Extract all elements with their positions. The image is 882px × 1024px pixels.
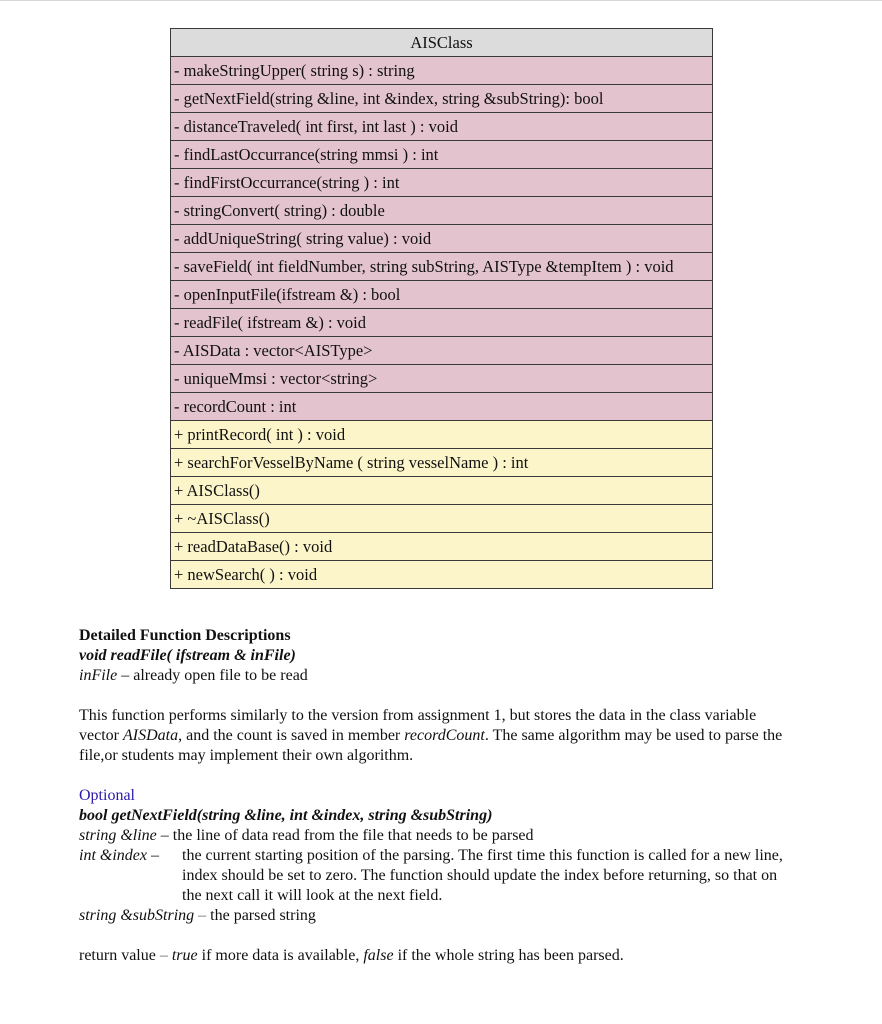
getnextfield-param-substring bbox=[79, 906, 799, 926]
return-dash: – bbox=[155, 947, 172, 964]
uml-private-member: - saveField( int fieldNumber, string subString, AISType &tempItem ) : void bbox=[171, 252, 712, 280]
readfile-desc-var-aisdata: AISData bbox=[122, 727, 179, 744]
getnextfield-param-index bbox=[79, 846, 799, 906]
uml-private-member: - addUniqueString( string value) : void bbox=[171, 224, 712, 252]
uml-public-members bbox=[171, 420, 712, 588]
return-true: true bbox=[171, 947, 198, 964]
return-false: false bbox=[363, 947, 394, 964]
uml-public-member: + ~AISClass() bbox=[171, 504, 712, 532]
readfile-param bbox=[79, 666, 799, 686]
param-line-name: string &line bbox=[79, 827, 157, 844]
param-index-dash: – bbox=[146, 847, 163, 864]
uml-private-member: - openInputFile(ifstream &) : bool bbox=[171, 280, 712, 308]
uml-private-member: - distanceTraveled( int first, int last ) : void bbox=[171, 112, 712, 140]
uml-public-member: + newSearch( ) : void bbox=[171, 560, 712, 588]
uml-private-member: - makeStringUpper( string s) : string bbox=[171, 56, 712, 84]
uml-private-member: - recordCount : int bbox=[171, 392, 712, 420]
readfile-desc-text-1: This function performs similarly to the version from assignment 1, but stores the data in the class variable vector bbox=[79, 707, 757, 744]
uml-private-member: - AISData : vector<AISType> bbox=[171, 336, 712, 364]
uml-private-member: - stringConvert( string) : double bbox=[171, 196, 712, 224]
param-index-desc: the current starting position of the parsing. The first time this function is called for a new line, index should be set to zero. The function should update the index before returning, so that on the next call it will look at the next field. bbox=[182, 847, 783, 904]
uml-private-members bbox=[171, 56, 712, 420]
return-label: return value bbox=[79, 947, 156, 964]
uml-class-diagram bbox=[170, 28, 713, 589]
top-divider bbox=[0, 0, 882, 1]
getnextfield-param-line bbox=[79, 826, 799, 846]
uml-private-member: - readFile( ifstream &) : void bbox=[171, 308, 712, 336]
uml-public-member: + readDataBase() : void bbox=[171, 532, 712, 560]
uml-public-member: + searchForVesselByName ( string vesselName ) : int bbox=[171, 448, 712, 476]
param-substring-dash: – bbox=[194, 907, 211, 924]
return-end: if the whole string has been parsed. bbox=[393, 947, 624, 964]
readfile-desc-text-2: , and the count is saved in member bbox=[178, 727, 405, 744]
uml-private-member: - uniqueMmsi : vector<string> bbox=[171, 364, 712, 392]
uml-class-name: AISClass bbox=[171, 29, 712, 56]
function-descriptions bbox=[79, 626, 799, 966]
getnextfield-return bbox=[79, 946, 799, 966]
param-line-desc: – the line of data read from the file that needs to be parsed bbox=[156, 827, 534, 844]
readfile-desc-var-recordcount: recordCount bbox=[404, 727, 485, 744]
uml-private-member: - getNextField(string &line, int &index, string &subString): bool bbox=[171, 84, 712, 112]
readfile-description bbox=[79, 706, 799, 766]
readfile-param-name: inFile bbox=[79, 667, 118, 684]
readfile-signature: void readFile( ifstream & inFile) bbox=[79, 647, 296, 664]
readfile-param-desc: – already open file to be read bbox=[117, 667, 308, 684]
param-substring-desc: the parsed string bbox=[210, 907, 316, 924]
param-index-name: int &index bbox=[79, 847, 147, 864]
uml-public-member: + printRecord( int ) : void bbox=[171, 420, 712, 448]
param-substring-name: string &subString bbox=[79, 907, 195, 924]
uml-private-member: - findLastOccurrance(string mmsi ) : int bbox=[171, 140, 712, 168]
return-mid: if more data is available, bbox=[197, 947, 364, 964]
uml-public-member: + AISClass() bbox=[171, 476, 712, 504]
uml-private-member: - findFirstOccurrance(string ) : int bbox=[171, 168, 712, 196]
param-index-label bbox=[79, 846, 182, 906]
readfile-desc-text-3: . The same algorithm may be used to parse the file,or students may implement their own algorithm. bbox=[79, 727, 783, 764]
optional-label: Optional bbox=[79, 787, 135, 804]
section-title: Detailed Function Descriptions bbox=[79, 627, 291, 644]
getnextfield-signature: bool getNextField(string &line, int &index, string &subString) bbox=[79, 807, 493, 824]
